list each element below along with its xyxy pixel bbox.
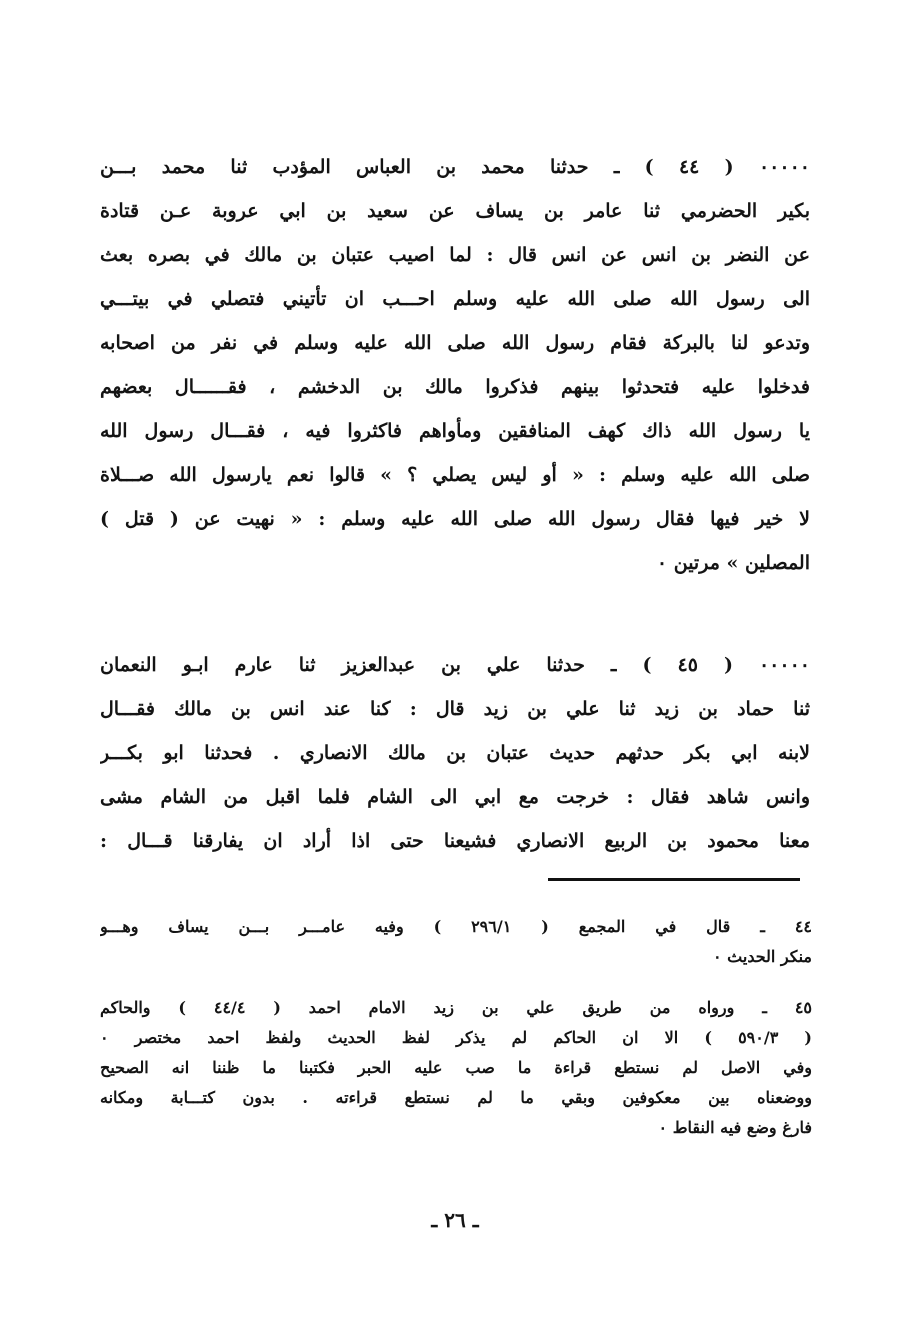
hadith-44-block — [100, 145, 810, 585]
hadith-44-line: بكير الحضرمي ثنا عامر بن يساف عن سعيد بن ابي عروبة عـن قتادة — [100, 200, 810, 222]
footnote-45-line: وفي الاصل لم نستطع قراءة ما صب عليه الحبر فكتبنا ما ظننا انه الصحيح — [100, 1058, 812, 1077]
hadith-44-line: يا رسول الله ذاك كهف المنافقين ومأواهم فاكثروا فيه ، فقـــال رسول الله — [100, 420, 810, 442]
footnote-45-line: ( ٥٩٠/٣ ) الا ان الحاكم لم يذكر لفظ الحديث ولفظ احمد مختصر ٠ — [100, 1028, 812, 1047]
hadith-44-line: الى رسول الله صلى الله عليه وسلم احـــب ان تأتيني فتصلي في بيتـــي — [100, 288, 810, 310]
hadith-44-line: عن النضر بن انس عن انس قال : لما اصيب عتبان بن مالك في بصره بعث — [100, 244, 810, 266]
hadith-44-line: فدخلوا عليه فتحدثوا بينهم فذكروا مالك بن الدخشم ، فقــــــال بعضهم — [100, 376, 810, 398]
hadith-44-line: وتدعو لنا بالبركة فقام رسول الله صلى الله عليه وسلم في نفر من اصحابه — [100, 332, 810, 354]
footnote-44-line: ٤٤ ـ قال في المجمع ( ٢٩٦/١ ) وفيه عامـــر بـــن يساف وهـــو — [100, 917, 812, 936]
hadith-44-line: المصلين » مرتين ٠ — [656, 552, 810, 574]
hadith-45-line: ٠٠٠٠٠ ( ٤٥ ) ـ حدثنا علي بن عبدالعزيز ثنا عارم ابـو النعمان — [100, 654, 810, 676]
hadith-45-line: معنا محمود بن الربيع الانصاري فشيعنا حتى اذا أراد ان يفارقنا قـــال : — [100, 830, 810, 852]
hadith-45-block — [100, 643, 810, 863]
hadith-45-line: ثنا حماد بن زيد ثنا علي بن زيد قال : كنا عند انس بن مالك فقـــال — [100, 698, 810, 720]
footnote-separator — [548, 878, 800, 881]
hadith-45-line: وانس شاهد فقال : خرجت مع ابي الى الشام فلما اقبل من الشام مشى — [100, 786, 810, 808]
footnote-45-line: ٤٥ ـ ورواه من طريق علي بن زيد الامام احمد ( ٤٤/٤ ) والحاكم — [100, 998, 812, 1017]
footnote-44-line: منكر الحديث ٠ — [712, 947, 812, 966]
hadith-44-line: ٠٠٠٠٠ ( ٤٤ ) ـ حدثنا محمد بن العباس المؤدب ثنا محمد بـــن — [100, 156, 810, 178]
page-number: ـ ٢٦ ـ — [431, 1208, 479, 1232]
hadith-44-line: صلى الله عليه وسلم : « أو ليس يصلي ؟ » قالوا نعم يارسول الله صـــلاة — [100, 464, 810, 486]
footnote-44 — [100, 912, 812, 972]
footnote-45-line: فارغ وضع فيه النقاط ٠ — [658, 1118, 812, 1137]
hadith-45-line: لابنه ابي بكر حدثهم حديث عتبان بن مالك الانصاري . فحدثنا ابو بكـــر — [100, 742, 810, 764]
footnote-45-line: ووضعناه بين معكوفين وبقي ما لم نستطع قراءته . بدون كتـــابة ومكانه — [100, 1088, 812, 1107]
footnote-45 — [100, 993, 812, 1143]
hadith-44-line: لا خير فيها فقال رسول الله صلى الله عليه وسلم : « نهيت عن ( قتل ) — [100, 508, 810, 530]
